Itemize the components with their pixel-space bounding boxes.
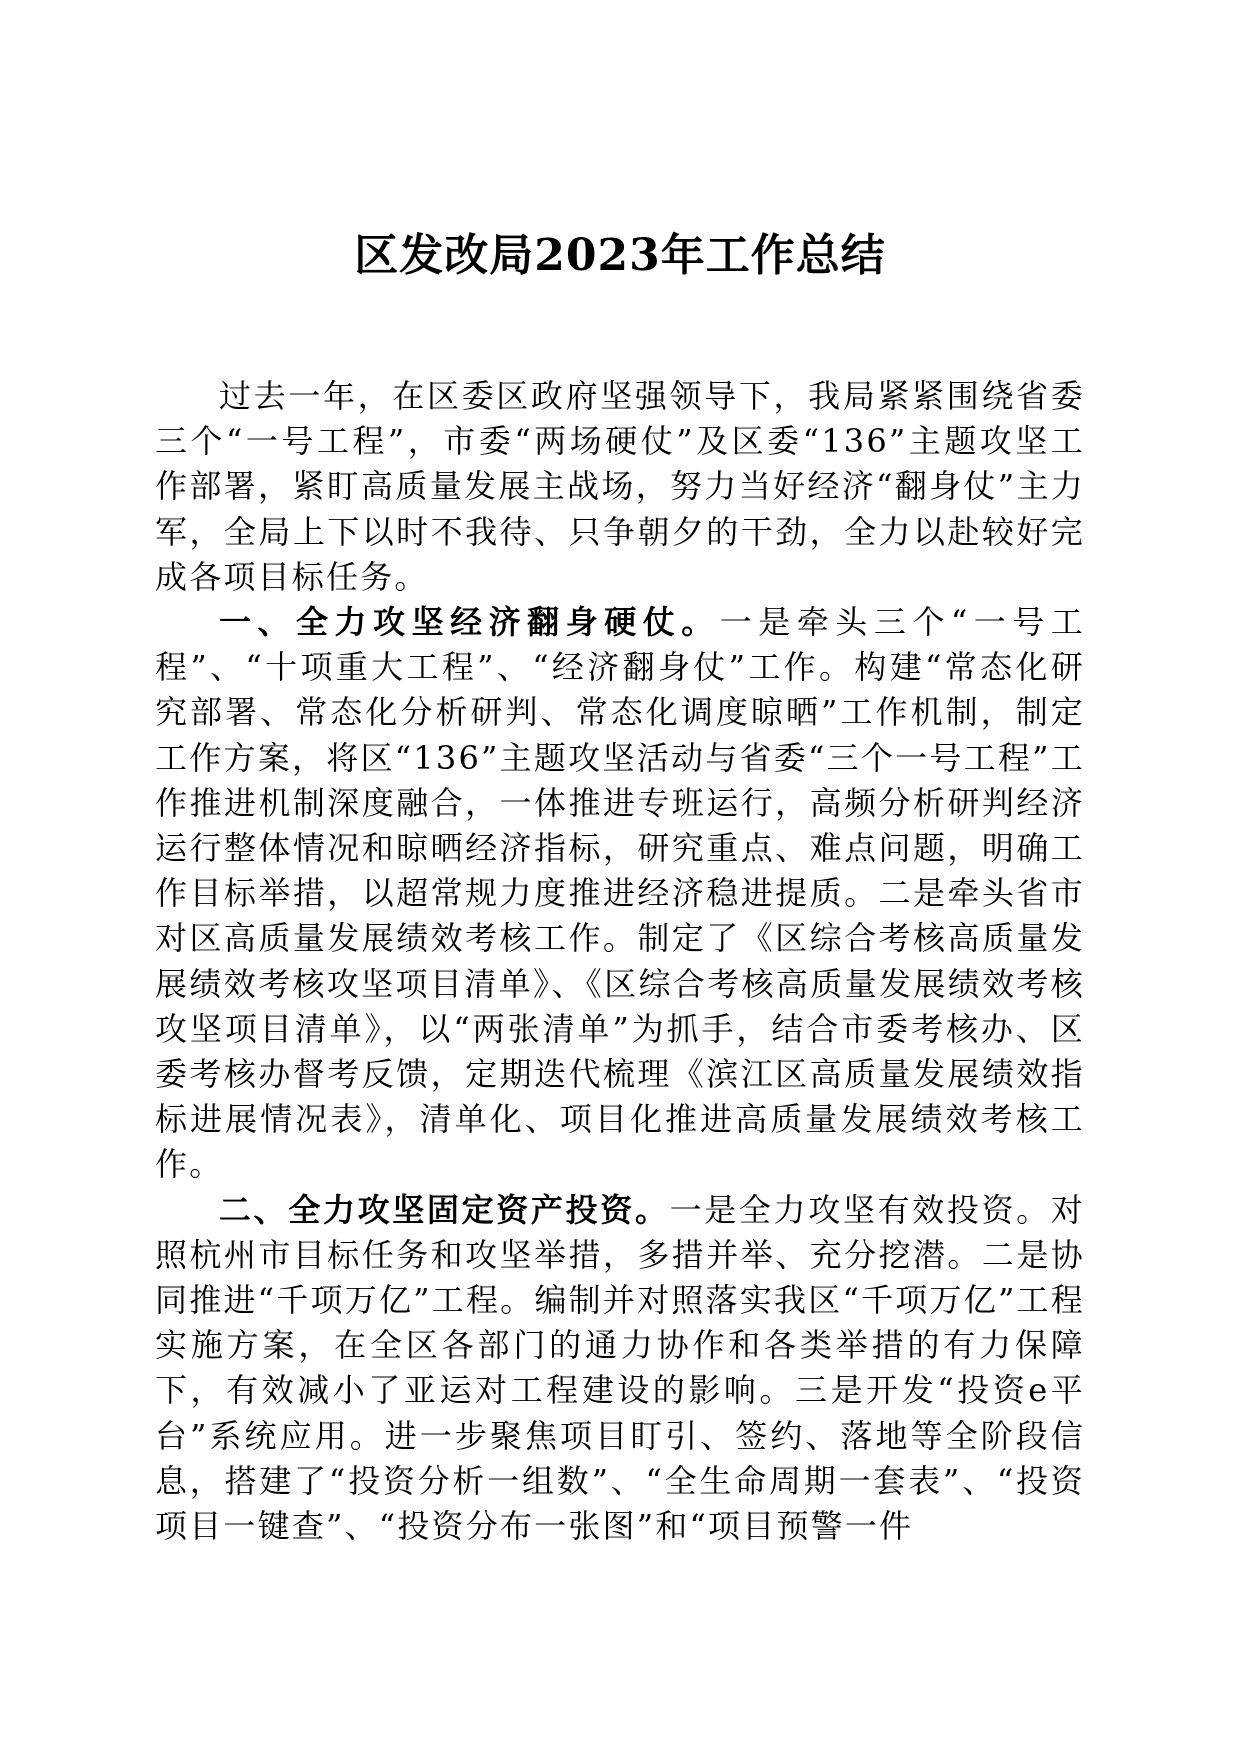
section-1-paragraph [155, 600, 1085, 1188]
intro-paragraph: 过去一年，在区委区政府坚强领导下，我局紧紧围绕省委三个“一号工程”，市委“两场硬仗”及区委“136”主题攻坚工作部署，紧盯高质量发展主战场，努力当好经济“翻身仗”主力军，全局上下以时不我待、只争朝夕的干劲，全力以赴较好完成各项目标任务。 [155, 377, 1085, 596]
section-1-text: 一是牵头三个“一号工程”、“十项重大工程”、“经济翻身仗”工作。构建“常态化研究部署、常态化分析研判、常态化调度晾晒”工作机制，制定工作方案，将区“136”主题攻坚活动与省委“三个一号工程”工作推进机制深度融合，一体推进专班运行，高频分析研判经济运行整体情况和晾晒经济指标，研究重点、难点问题，明确工作目标举措，以超常规力度推进经济稳进提质。二是牵头省市对区高质量发展绩效考核工作。制定了《区综合考核高质量发展绩效考核攻坚项目清单》、《区综合考核高质量发展绩效考核攻坚项目清单》，以“两张清单”为抓手，结合市委考核办、区委考核办督考反馈，定期迭代梳理《滨江区高质量发展绩效指标进展情况表》，清单化、项目化推进高质量发展绩效考核工作。 [155, 603, 1085, 1184]
document-body [155, 374, 1085, 1549]
document-title: 区发改局2023年工作总结 [354, 230, 886, 281]
section-2-paragraph [155, 1188, 1085, 1550]
section-2-heading: 二、全力攻坚固定资产投资。 [219, 1190, 670, 1229]
section-1-heading: 一、全力攻坚经济翻身硬仗。 [219, 603, 720, 642]
section-2-text: 一是全力攻坚有效投资。对照杭州市目标任务和攻坚举措，多措并举、充分挖潜。二是协同推进“千项万亿”工程。编制并对照落实我区“千项万亿”工程实施方案，在全区各部门的通力协作和各类举措的有力保障下，有效减小了亚运对工程建设的影响。三是开发“投资e平台”系统应用。进一步聚焦项目盯引、签约、落地等全阶段信息，搭建了“投资分析一组数”、“全生命周期一套表”、“投资项目一键查”、“投资分布一张图”和“项目预警一件 [155, 1190, 1085, 1546]
